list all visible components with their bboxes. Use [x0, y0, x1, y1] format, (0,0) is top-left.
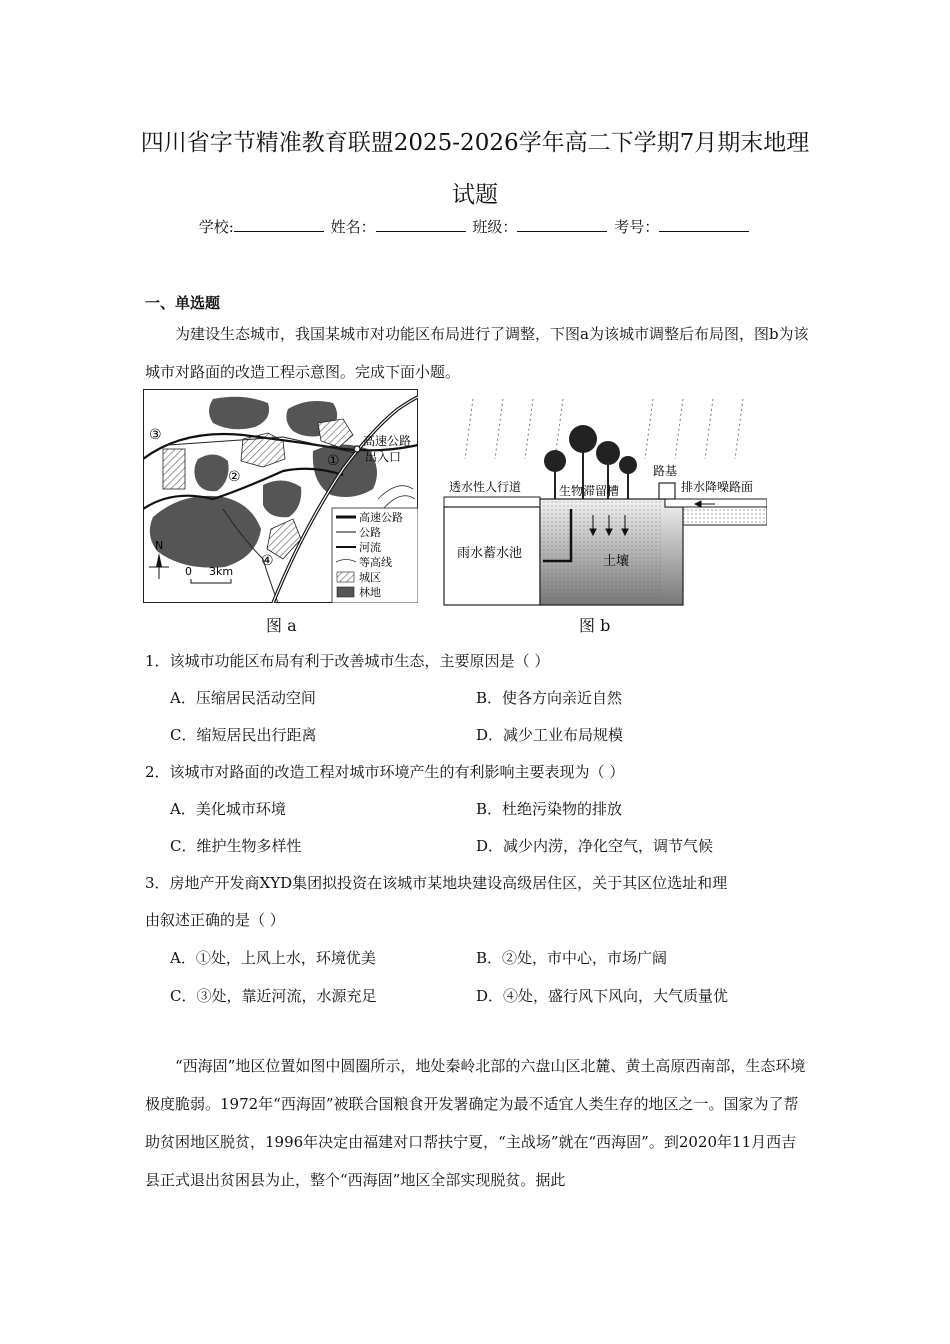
legend-item: 河流 — [359, 541, 381, 554]
q1-option-d[interactable]: D．减少工业布局规模 — [476, 726, 624, 744]
q2-option-c[interactable]: C．维护生物多样性 — [170, 837, 302, 855]
legend-item: 城区 — [359, 571, 381, 584]
class-label: 班级： — [472, 218, 518, 236]
school-blank[interactable] — [234, 219, 324, 232]
bioretention-label: 生物滞留槽 — [559, 484, 620, 498]
exam-title-line1: 四川省字节精准教育联盟2025-2026学年高二下学期7月期末地理 — [140, 130, 810, 156]
name-label: 姓名： — [330, 218, 376, 236]
id-blank[interactable] — [659, 219, 749, 232]
city-district — [163, 449, 185, 489]
roadbed-label: 路基 — [653, 464, 678, 478]
q3-option-d[interactable]: D．④处，盛行风下风向，大气质量优 — [476, 987, 729, 1005]
student-info-line — [0, 216, 950, 237]
q2-option-a[interactable]: A．美化城市环境 — [170, 800, 286, 818]
figure-b-caption: 图 b — [579, 616, 611, 635]
question-intro: 为建设生态城市，我国某城市对功能区布局进行了调整，下图a为该城市调整后布局图，图b为该城市对路面的改造工程示意图。完成下面小题。 — [145, 325, 809, 381]
q2-option-d[interactable]: D．减少内涝，净化空气，调节气候 — [476, 837, 714, 855]
soil-label: 土壤 — [603, 554, 630, 569]
question-3-stem-line2: 由叙述正确的是（ ） — [145, 911, 285, 929]
passage-xihaigu: “西海固”地区位置如图中圆圈所示，地处秦岭北部的六盘山区北麓、黄土高原西南部，生态环境极度脆弱。1972年“西海固”被联合国粮食开发署确定为最不适宜人类生存的地区之一。国家为了帮助贫困地区脱贫，1996年决定由福建对口帮扶宁夏，“主战场”就在“西海固”。到2020年11月西吉县正式退出贫困县为止，整个“西海固”地区全部实现脱贫。据此 — [145, 1057, 806, 1189]
roadbed-layer — [665, 499, 767, 507]
road-surface — [683, 507, 767, 525]
q3-option-a[interactable]: A．①处，上风上水，环境优美 — [170, 949, 376, 967]
scale-distance: 3km — [209, 565, 234, 578]
q1-option-b[interactable]: B．使各方向亲近自然 — [476, 689, 623, 707]
road-surface-label: 排水降噪路面 — [681, 480, 754, 494]
sidewalk-label: 透水性人行道 — [449, 480, 522, 494]
highway-entry-marker — [354, 446, 360, 452]
highway-entry-label-2: 出入口 — [365, 450, 402, 464]
sidewalk-layer — [444, 497, 540, 507]
class-blank[interactable] — [517, 219, 607, 232]
legend-item: 公路 — [359, 526, 381, 539]
exam-title-line2: 试题 — [452, 182, 498, 208]
highway-entry-label-1: 高速公路 — [363, 434, 412, 448]
section-heading: 一、单选题 — [145, 294, 221, 312]
q2-option-b[interactable]: B．杜绝污染物的排放 — [476, 800, 623, 818]
question-2-stem: 2．该城市对路面的改造工程对城市环境产生的有利影响主要表现为（ ） — [145, 763, 625, 781]
scale-zero: 0 — [185, 565, 192, 578]
q3-option-c[interactable]: C．③处，靠近河流，水源充足 — [170, 987, 377, 1005]
figure-a-map — [143, 389, 418, 603]
legend-item: 等高线 — [359, 556, 392, 569]
figure-a-caption: 图 a — [266, 616, 297, 635]
school-label: 学校: — [198, 218, 234, 236]
curb-block — [659, 483, 675, 499]
site-4-label: ④ — [261, 553, 274, 569]
pool-label: 雨水蓄水池 — [457, 546, 523, 561]
site-2-label: ② — [228, 469, 241, 485]
id-label: 考号： — [614, 218, 660, 236]
q1-option-a[interactable]: A．压缩居民活动空间 — [170, 689, 316, 707]
legend-item: 高速公路 — [359, 511, 403, 524]
q3-option-b[interactable]: B．②处，市中心，市场广阔 — [476, 949, 668, 967]
name-blank[interactable] — [376, 219, 466, 232]
legend-item: 林地 — [359, 586, 381, 599]
site-1-label: ① — [327, 453, 340, 469]
site-3-label: ③ — [149, 427, 162, 443]
north-label: N — [155, 539, 164, 552]
figure-b-diagram — [443, 389, 767, 607]
question-3-stem-line1: 3．房地产开发商XYD集团拟投资在该城市某地块建设高级居住区，关于其区位选址和理 — [145, 874, 728, 892]
question-1-stem: 1．该城市功能区布局有利于改善城市生态，主要原因是（ ） — [145, 652, 550, 670]
q1-option-c[interactable]: C．缩短居民出行距离 — [170, 726, 317, 744]
